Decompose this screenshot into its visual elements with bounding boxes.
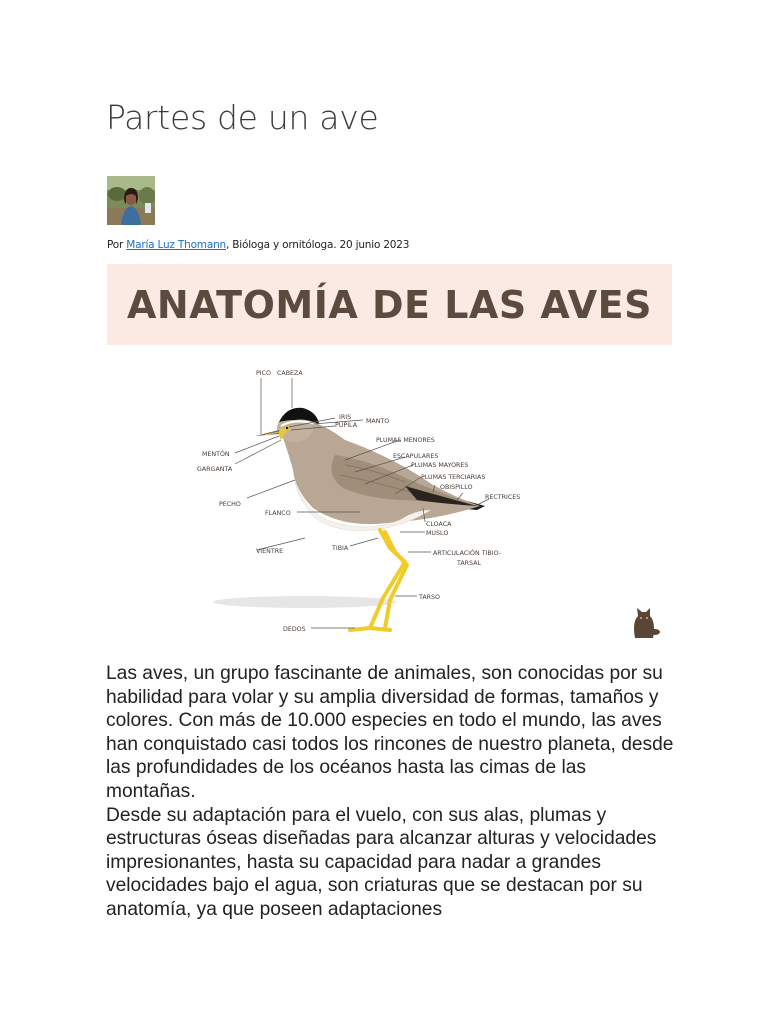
author-avatar[interactable] bbox=[107, 176, 155, 225]
banner-title: ANATOMÍA DE LAS AVES bbox=[126, 282, 652, 327]
label-pecho: PECHO bbox=[219, 501, 241, 508]
paragraph-2: Desde su adaptación para el vuelo, con sus alas, plumas y estructuras óseas diseñadas para alcanzar alturas y velocidades impresionantes, hasta su capacidad para nadar a grandes velocidades bajo el agua, son criaturas que se destacan por su anatomía, ya que poseen adaptaciones bbox=[106, 804, 657, 920]
label-pupila: PUPILA bbox=[335, 422, 358, 429]
label-plumas-mayores: PLUMAS MAYORES bbox=[411, 462, 469, 469]
label-menton: MENTÓN bbox=[202, 451, 230, 458]
byline-suffix: , Bióloga y ornitóloga. 20 junio 2023 bbox=[225, 239, 410, 251]
label-escapulares: ESCAPULARES bbox=[393, 453, 439, 460]
article-body bbox=[106, 662, 676, 922]
label-articulacion-2: TARSAL bbox=[457, 560, 481, 567]
label-plumas-menores: PLUMAS MENORES bbox=[376, 437, 435, 444]
label-dedos: DEDOS bbox=[283, 626, 306, 633]
label-garganta: GARGANTA bbox=[197, 466, 233, 473]
bird-anatomy-diagram bbox=[195, 360, 665, 645]
paragraph-1: Las aves, un grupo fascinante de animales, son conocidas por su habilidad para volar y su amplia diversidad de formas, tamaños y colores. Con más de 10.000 especies en todo el mundo, las aves han conquistado casi todos los rincones de nuestro planeta, desde las profundidades de los océanos hasta las cimas de las montañas. bbox=[106, 663, 674, 802]
label-tibia: TIBIA bbox=[332, 545, 349, 552]
label-pico: PICO bbox=[256, 370, 272, 377]
byline bbox=[107, 239, 409, 251]
label-iris: IRIS bbox=[339, 414, 352, 421]
label-muslo: MUSLO bbox=[426, 530, 449, 537]
article-title: Partes de un ave bbox=[106, 98, 379, 137]
bird-legs bbox=[350, 530, 407, 630]
label-manto: MANTO bbox=[366, 418, 390, 425]
cat-logo-icon bbox=[634, 608, 660, 638]
label-obispillo: OBISPILLO bbox=[440, 484, 473, 491]
ground-shadow bbox=[213, 596, 397, 608]
author-link[interactable]: María Luz Thomann bbox=[126, 239, 226, 251]
label-cabeza: CABEZA bbox=[277, 370, 303, 377]
label-cloaca: CLOACA bbox=[426, 521, 452, 528]
label-vientre: VIENTRE bbox=[256, 548, 284, 555]
label-rectrices: RECTRICES bbox=[485, 494, 521, 501]
label-flanco: FLANCO bbox=[265, 510, 291, 517]
label-tarso: TARSO bbox=[419, 594, 440, 601]
label-plumas-terciarias: PLUMAS TERCIARIAS bbox=[421, 474, 486, 481]
banner bbox=[107, 264, 672, 345]
label-articulacion-1: ARTICULACIÓN TIBIO- bbox=[433, 550, 501, 557]
byline-prefix: Por bbox=[107, 239, 127, 251]
